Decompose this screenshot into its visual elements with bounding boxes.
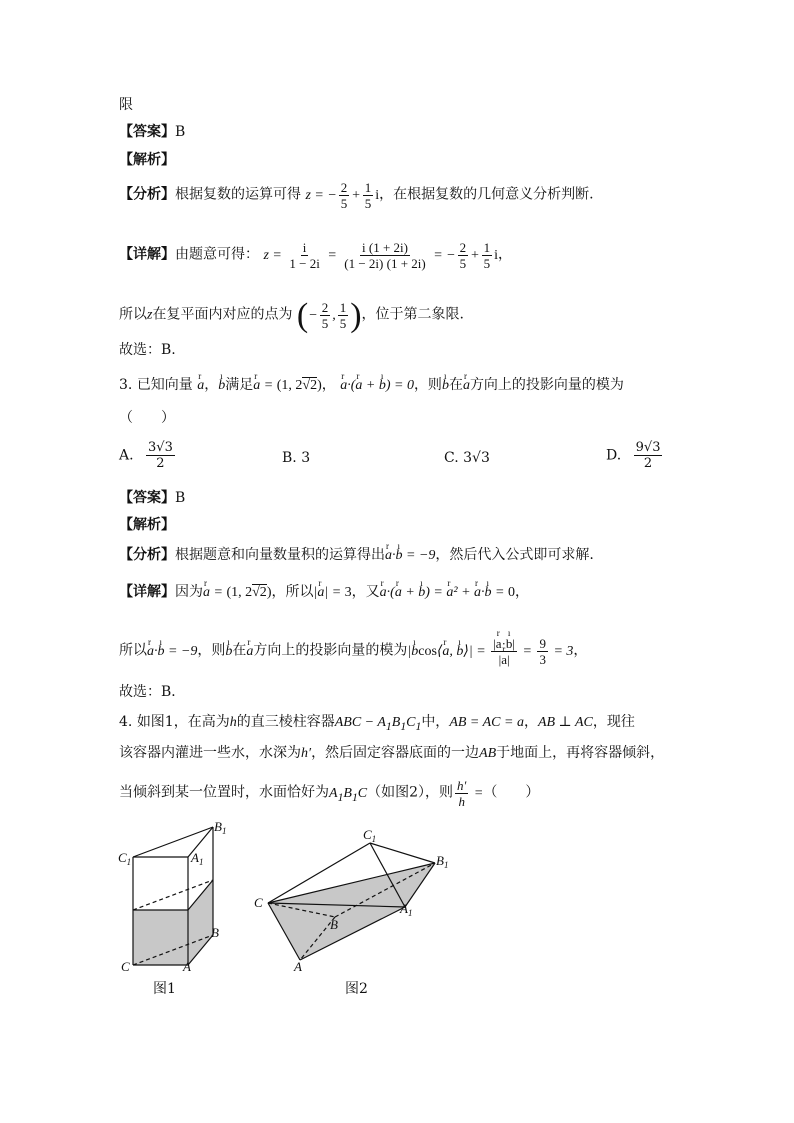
- q4-line2: 该容器内灌进一些水，水深为h′，然后固定容器底面的一边AB于地面上，再将容器倾斜，: [119, 745, 665, 761]
- answer-label: 【答案】: [119, 124, 175, 140]
- label2-c: C: [254, 895, 263, 910]
- option-b[interactable]: B. 3: [282, 450, 311, 466]
- q3-detail: 【详解】因为r a = (1, 2√2)，所以|r a| = 3，又r a·(r a + ı b) = r a² + r a·ı b = 0，: [119, 582, 529, 603]
- q2-choose: 故选：B.: [119, 342, 176, 358]
- q3-answer: 【答案】B: [119, 490, 186, 506]
- label2-c1: $C_1$: [363, 827, 377, 844]
- q4-line1: 4. 如图1，在高为h的直三棱柱容器ABC − $A_1B_1C_1$中，AB = AC = a，AB ⊥ AC，现往: [119, 714, 635, 733]
- water-side: [188, 880, 213, 965]
- label-c1: $C_1$: [118, 850, 132, 867]
- q2-detail: 【详解】由题意可得： z = $\frac{i}{1 - 2i}$ = $\frac{i (1 + 2i)}{(1 - 2i) (1 + 2i)}$ = − $\frac{2}{5}$ + $\frac{1}{5}$ i，: [119, 240, 512, 271]
- q2-answer: [119, 122, 185, 142]
- q3-analysis-label: 【解析】: [119, 517, 175, 533]
- formula-z: z = − $\frac{2}{5}$ + $\frac{1}{5}$ i: [305, 180, 380, 211]
- label2-a1: $A_1$: [400, 901, 413, 918]
- q2-analysis-label: 【解析】: [119, 152, 175, 168]
- water-front: [133, 910, 188, 965]
- q4-line3: 当倾斜到某一位置时，水面恰好为$A_1B_1C$（如图2），则 $\frac{h'}{h}$ =（ ）: [119, 778, 540, 809]
- figure-2-tilted-prism: [250, 825, 460, 975]
- option-c[interactable]: C. 3√3: [444, 450, 490, 466]
- label2-a: A: [294, 959, 302, 974]
- label2-b1: $B_1$: [436, 853, 449, 870]
- label-b1: $B_1$: [214, 819, 227, 836]
- point-formula: (− $\frac{2}{5}$ , $\frac{1}{5}$ ): [296, 296, 362, 334]
- label-b: B: [211, 925, 219, 940]
- q3-blank: （ ）: [119, 410, 175, 426]
- fig2-caption: 图2: [345, 981, 368, 997]
- formula-detail: z = $\frac{i}{1 - 2i}$ = $\frac{i (1 + 2i)}{(1 - 2i) (1 + 2i)}$ = − $\frac{2}{5}$ + $\frac{1}{5}$ i: [263, 240, 498, 271]
- q3-analysis: 【分析】根据题意和向量数量积的运算得出r a·ı b = −9，然后代入公式即可求解.: [119, 545, 594, 566]
- fig1-caption: 图1: [153, 981, 176, 997]
- answer-value: B: [175, 124, 186, 140]
- top-fragment: 限: [119, 97, 133, 113]
- option-d[interactable]: D. $\frac{9√3}{2}$: [606, 440, 661, 471]
- label-a: A: [183, 959, 191, 974]
- label-c: C: [121, 959, 130, 974]
- q3-choose: 故选：B．: [119, 684, 186, 700]
- q3-stem: 3. 已知向量 r a，ı b满足r a = (1, 2√2)， r a·(r a + ı b) = 0，则ı b在r a方向上的投影向量的模为: [119, 375, 624, 396]
- q2-analysis: 【分析】根据复数的运算可得 z = − $\frac{2}{5}$ + $\frac{1}{5}$ i，在根据复数的几何意义分析判断.: [119, 180, 594, 211]
- q2-conclusion: 所以z在复平面内对应的点为 (− $\frac{2}{5}$ , $\frac{1}{5}$ )，位于第二象限.: [119, 296, 464, 334]
- label2-b: B: [330, 917, 338, 932]
- q3-conclusion: 所以r a·ı b = −9，则ı b在r a方向上的投影向量的模为|ı bcos⟨r a, ı b⟩| = $\frac{\text{|r a·ı b|}}{\text{|r a|}}$ = $\frac{9}{3}$ = 3，: [119, 636, 587, 667]
- label-a1: $A_1$: [191, 850, 204, 867]
- figure-1-prism: [115, 815, 235, 980]
- option-a[interactable]: A. $\frac{3√3}{2}$: [119, 440, 173, 471]
